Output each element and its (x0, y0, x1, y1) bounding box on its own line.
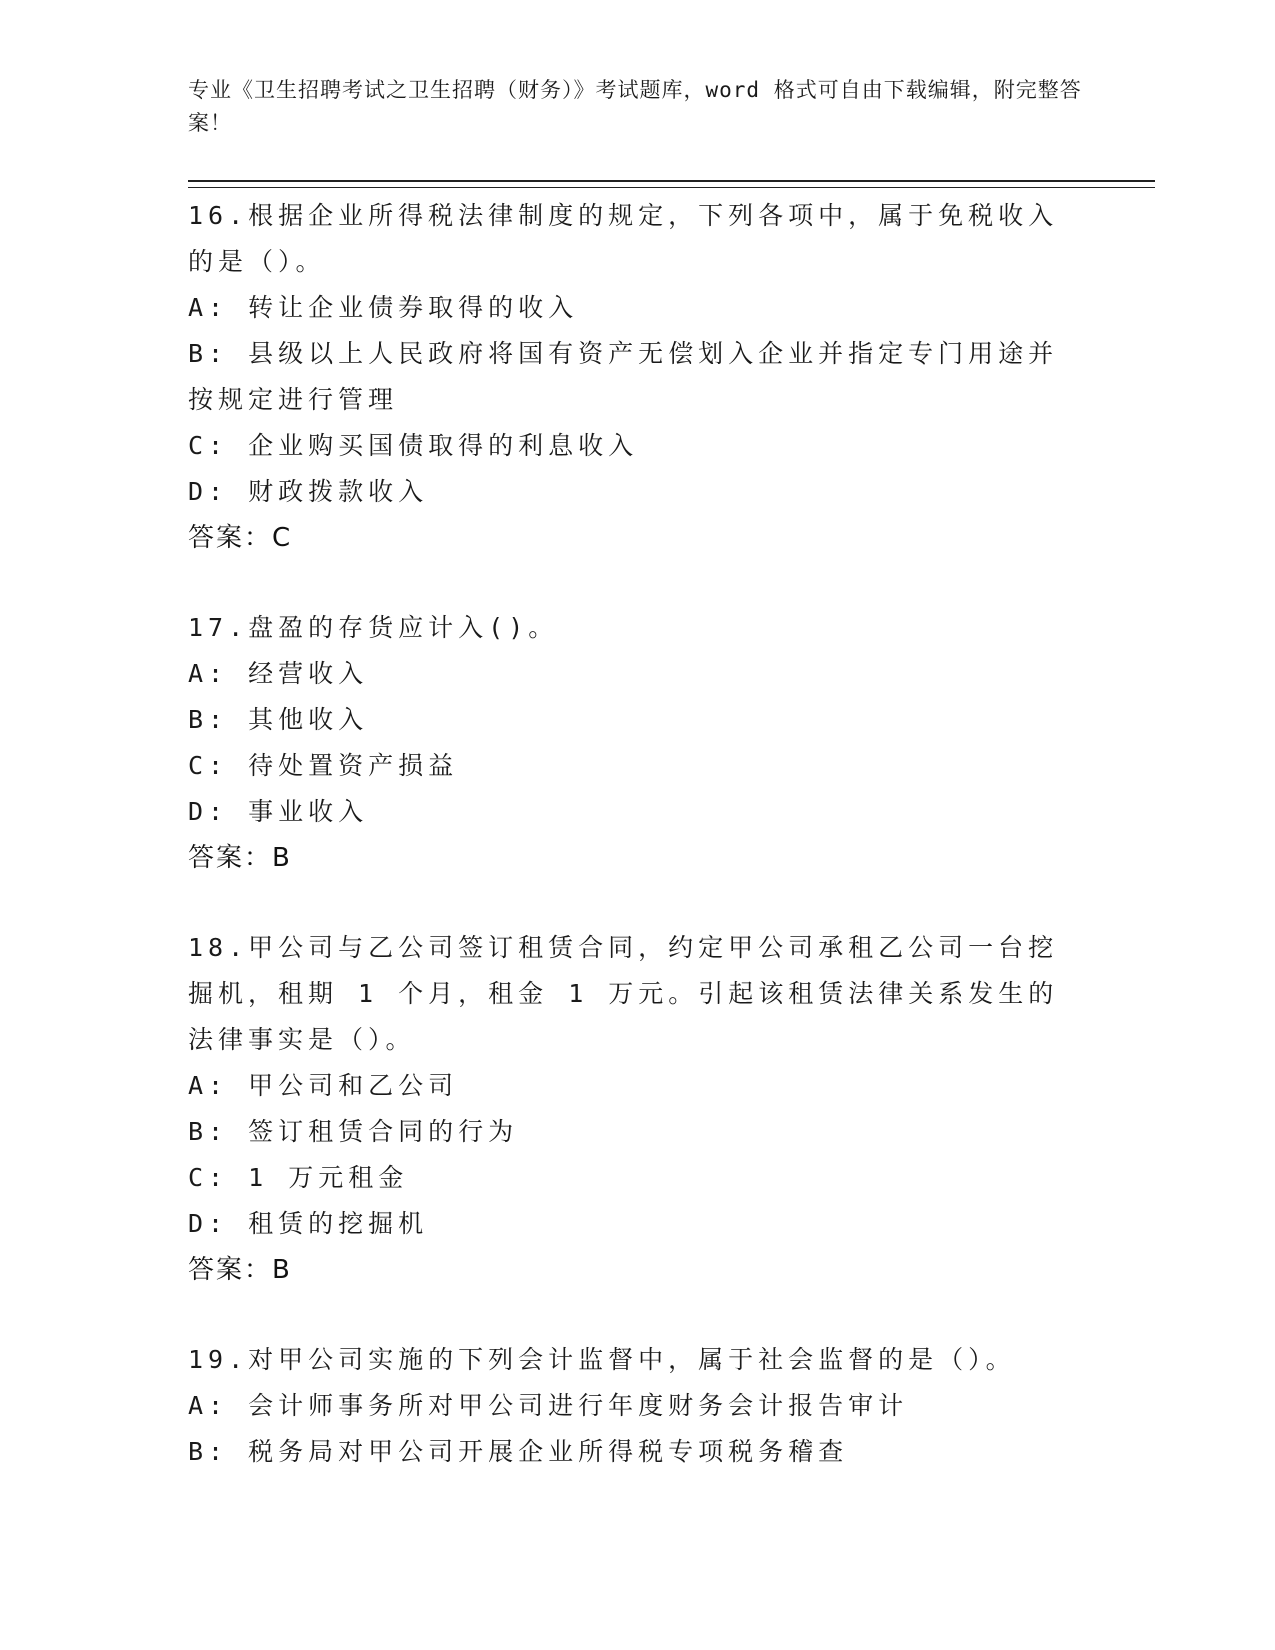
question-item (188, 1337, 1088, 1475)
question-stem: 16.根据企业所得税法律制度的规定，下列各项中，属于免税收入的是（）。 (188, 201, 1059, 276)
answer-line: 答案：B (188, 1255, 292, 1285)
option-a: A: 转让企业债券取得的收入 (188, 293, 579, 322)
option-d: D: 事业收入 (188, 797, 369, 826)
option-c: C: 企业购买国债取得的利息收入 (188, 431, 639, 460)
question-stem: 17.盘盈的存货应计入()。 (188, 613, 559, 642)
option-b: B: 签订租赁合同的行为 (188, 1117, 519, 1146)
option-b: B: 税务局对甲公司开展企业所得税专项税务稽查 (188, 1437, 849, 1466)
question-stem: 19.对甲公司实施的下列会计监督中，属于社会监督的是（）。 (188, 1345, 1016, 1374)
answer-line: 答案：B (188, 843, 292, 873)
option-b: B: 其他收入 (188, 705, 369, 734)
question-list (188, 193, 1088, 1475)
option-c: C: 1 万元租金 (188, 1163, 409, 1192)
option-d: D: 租赁的挖掘机 (188, 1209, 429, 1238)
option-a: A: 甲公司和乙公司 (188, 1071, 459, 1100)
option-a: A: 经营收入 (188, 659, 369, 688)
option-a: A: 会计师事务所对甲公司进行年度财务会计报告审计 (188, 1391, 909, 1420)
question-item (188, 925, 1088, 1293)
option-d: D: 财政拨款收入 (188, 477, 429, 506)
answer-line: 答案：C (188, 523, 293, 553)
option-c: C: 待处置资产损益 (188, 751, 459, 780)
header-description: 专业《卫生招聘考试之卫生招聘（财务）》考试题库，word 格式可自由下载编辑，附完整答案！ (188, 78, 1082, 135)
question-stem: 18.甲公司与乙公司签订租赁合同，约定甲公司承租乙公司一台挖掘机，租期 1 个月，租金 1 万元。引起该租赁法律关系发生的法律事实是（）。 (188, 933, 1059, 1054)
question-item (188, 605, 1088, 881)
question-item (188, 193, 1088, 561)
option-b: B: 县级以上人民政府将国有资产无偿划入企业并指定专门用途并按规定进行管理 (188, 339, 1059, 414)
header-divider (188, 180, 1155, 188)
